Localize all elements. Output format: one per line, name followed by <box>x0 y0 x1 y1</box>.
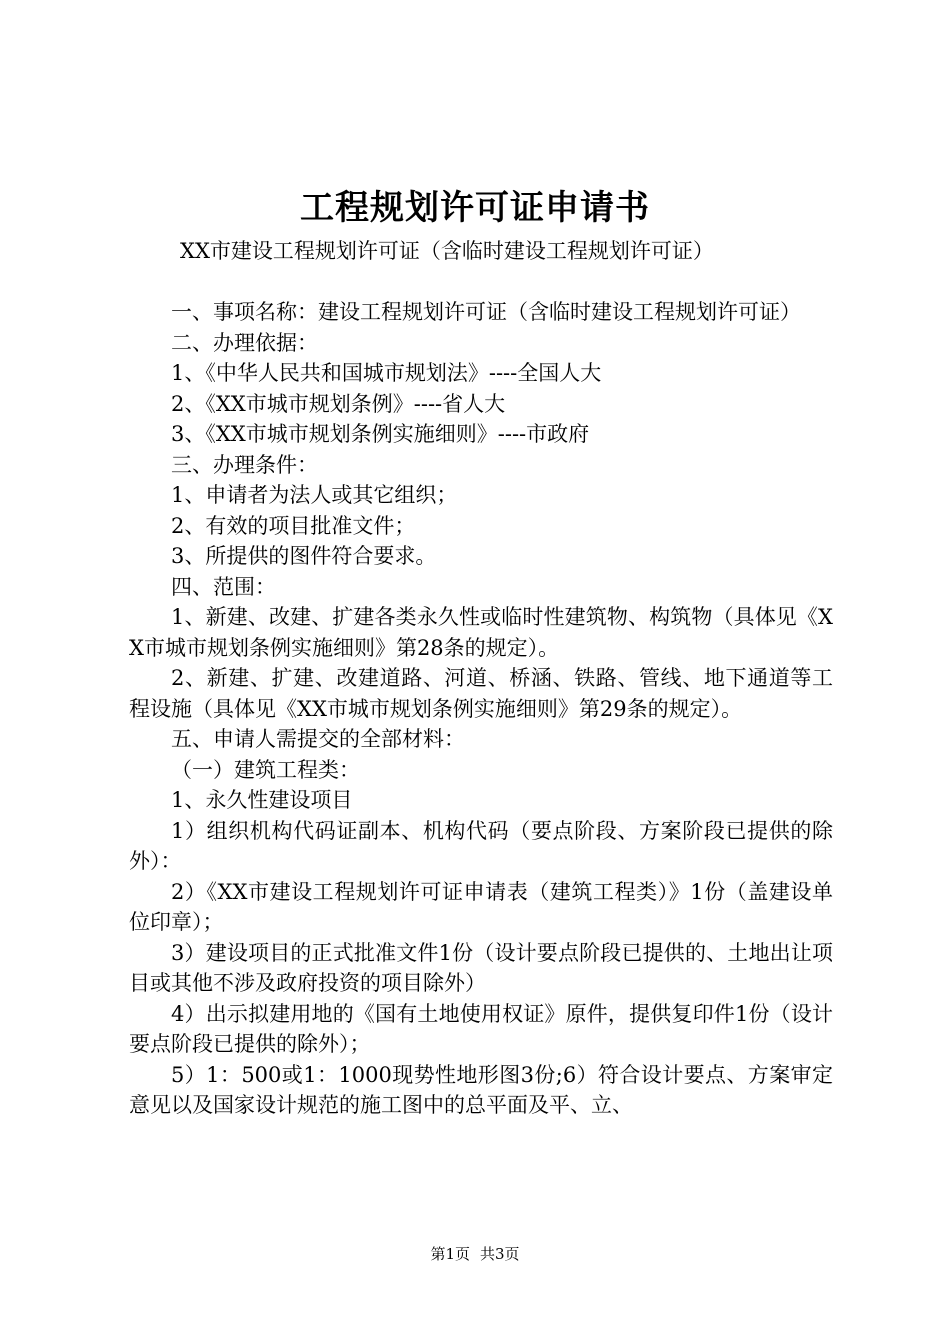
page-footer <box>0 1243 950 1265</box>
paragraph: 3、所提供的图件符合要求。 <box>171 544 437 568</box>
page-total: 共3页 <box>480 1245 520 1263</box>
paragraph: 4）出示拟建用地的《国有土地使用权证》原件，提供复印件1份（设计要点阶段已提供的除外）； <box>129 1001 833 1056</box>
paragraph: 二、办理依据： <box>171 330 318 355</box>
document-title: 工程规划许可证申请书 <box>300 188 650 228</box>
paragraph: 1、新建、改建、扩建各类永久性或临时性建筑物、构筑物（具体见《XX市城市规划条例实施细则》第28条的规定）。 <box>129 605 833 660</box>
paragraph: 2）《XX市建设工程规划许可证申请表（建筑工程类）》1份（盖建设单位印章）； <box>129 879 833 934</box>
paragraph: 3、《XX市城市规划条例实施细则》----市政府 <box>171 422 590 446</box>
page-number: 第1页 <box>430 1245 470 1263</box>
paragraph: 5）1：500或1：1000现势性地形图3份;6）符合设计要点、方案审定意见以及国家设计规范的施工图中的总平面及平、立、 <box>129 1062 833 1117</box>
document-body <box>129 297 833 1121</box>
paragraph: 五、申请人需提交的全部材料： <box>171 727 465 751</box>
paragraph: 1、永久性建设项目 <box>171 788 353 812</box>
paragraph: 1、申请者为法人或其它组织； <box>171 483 458 507</box>
paragraph: 2、有效的项目批准文件； <box>171 513 416 538</box>
paragraph: 3）建设项目的正式批准文件1份（设计要点阶段已提供的、土地出让项目或其他不涉及政府投资的项目除外） <box>129 940 833 995</box>
paragraph: 四、范围： <box>171 574 276 599</box>
paragraph: 2、《XX市城市规划条例》----省人大 <box>171 391 506 416</box>
paragraph: 一、事项名称：建设工程规划许可证（含临时建设工程规划许可证） <box>171 300 801 324</box>
paragraph: （一）建筑工程类： <box>171 757 360 782</box>
paragraph: 2、新建、扩建、改建道路、河道、桥涵、铁路、管线、地下通道等工程设施（具体见《XX市城市规划条例实施细则》第29条的规定）。 <box>129 666 833 721</box>
paragraph: 三、办理条件： <box>171 452 318 477</box>
document-subtitle: XX市建设工程规划许可证（含临时建设工程规划许可证） <box>180 239 714 263</box>
paragraph: 1、《中华人民共和国城市规划法》----全国人大 <box>171 361 602 385</box>
paragraph: 1）组织机构代码证副本、机构代码（要点阶段、方案阶段已提供的除外）： <box>129 818 833 873</box>
